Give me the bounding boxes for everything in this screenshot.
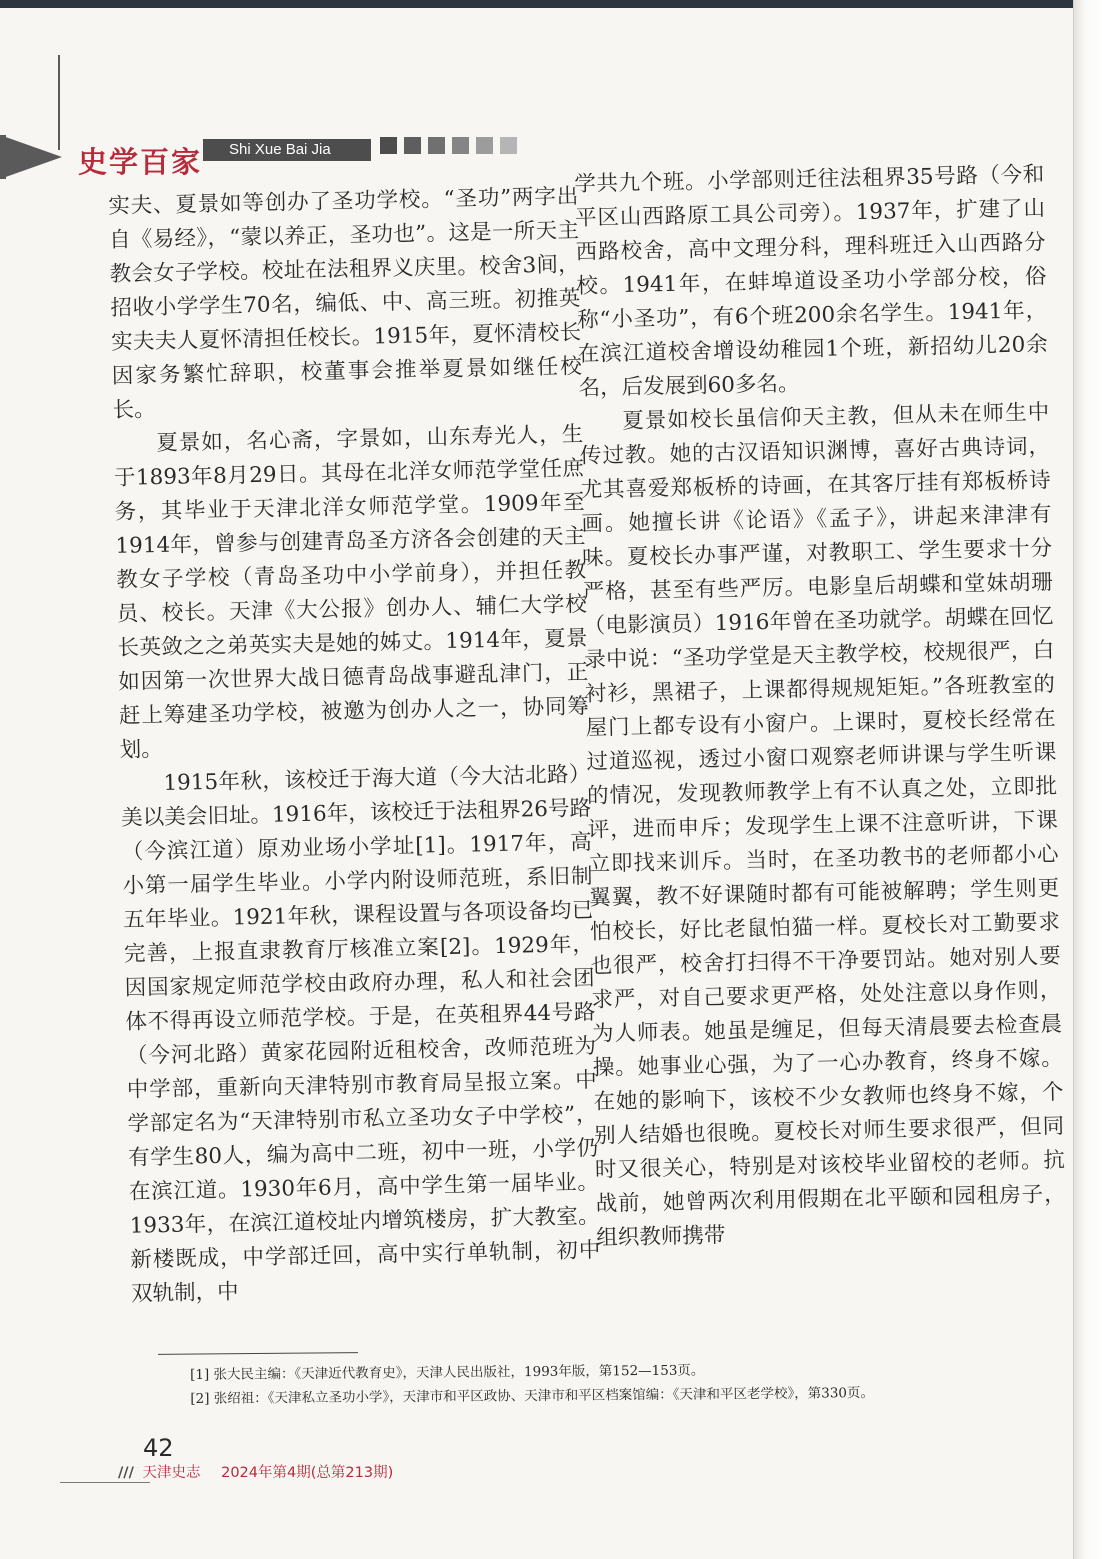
- journal-footer: [118, 1461, 393, 1482]
- paragraph: 夏景如校长虽信仰天主教，但从未在师生中传过教。她的古汉语知识渊博，喜好古典诗词，尤其喜爱郑板桥的诗画，在其客厅挂有郑板桥诗画。她擅长讲《论语》《孟子》，讲起来津津有味。夏校长办事严谨，对教职工、学生要求十分严格，甚至有些严厉。电影皇后胡蝶和堂妹胡珊（电影演员）1916年曾在圣功就学。胡蝶在回忆录中说：“圣功学堂是天主教学校，校规很严，白衬衫，黑裙子，上课都得规规矩矩。”各班教室的屋门上都专设有小窗户。上课时，夏校长经常在过道巡视，透过小窗口观察老师讲课与学生听课的情况，发现教师教学上有不认真之处，立即批评，进而申斥；发现学生上课不注意听讲，下课立即找来训斥。当时，在圣功教书的老师都小心翼翼，教不好课随时都有可能被解聘；学生则更怕校长，好比老鼠怕猫一样。夏校长对工勤要求也很严，校舍打扫得不干净要罚站。她对别人要求严，对自己要求更严格，处处注意以身作则，为人师表。她虽是缠足，但每天清晨要去检查晨操。她事业心强，为了一心办教育，终身不嫁。在她的影响下，该校不少女教师也终身不嫁，个别人结婚也很晚。夏校长对师生要求很严，但同时又很关心，特别是对该校毕业留校的老师。抗战前，她曾两次利用假期在北平颐和园租房子，组织教师携带: [579, 400, 1066, 1251]
- decorative-square: [452, 137, 469, 154]
- scan-top-edge: [0, 0, 1102, 8]
- paragraph: 1915年秋，该校迁于海大道（今大沽北路）美以美会旧址。1916年，该校迁于法租界26号路（今滨江道）原劝业场小学址[1]。1917年，高小第一届学生毕业。小学内附设师范班，系旧制五年毕业。1921年秋，课程设置与各项设备均已完善，上报直隶教育厅核准立案[2]。1929年，因国家规定师范学校由政府办理，私人和社会团体不得再设立师范学校。于是，在英租界44号路（今河北路）黄家花园附近租校舍，改师范班为中学部，重新向天津特别市教育局呈报立案。中学部定名为“天津特别市私立圣功女子中学校”，有学生80人，编为高中二班，初中一班，小学仍在滨江道。1930年6月，高中学生第一届毕业。1933年，在滨江道校址内增筑楼房，扩大教室。新楼既成，中学部迁回，高中实行单轨制，初中双轨制，中: [120, 762, 601, 1307]
- footer-slashes-icon: ///: [118, 1465, 134, 1481]
- journal-name: 天津史志: [142, 1465, 201, 1481]
- decorative-square: [428, 137, 445, 154]
- footnote-2: [2] 张绍祖：《天津私立圣功小学》，天津市和平区政协、天津市和平区档案馆编：《天津和平区老学校》，第330页。: [190, 1385, 875, 1407]
- decorative-square: [404, 137, 421, 154]
- left-text-column: [108, 180, 601, 1312]
- footnote-rule: [158, 1352, 358, 1355]
- footnotes: [190, 1356, 1040, 1411]
- column-title: 史学百家: [78, 145, 203, 179]
- decorative-square: [476, 137, 493, 154]
- right-text-column: [574, 158, 1067, 1256]
- decorative-square: [500, 137, 517, 154]
- paragraph: 实夫、夏景如等创办了圣功学校。“圣功”两字出自《易经》，“蒙以养正，圣功也”。这是一所天主教会女子学校。校址在法租界义庆里。校舍3间，招收小学学生70名，编低、中、高三班。初推英实夫夫人夏怀清担任校长。1915年，夏怀清校长因家务繁忙辞职，校董事会推举夏景如继任校长。: [108, 184, 583, 423]
- issue-info: 2024年第4期(总第213期): [221, 1465, 394, 1481]
- paragraph: 学共九个班。小学部则迁往法租界35号路（今和平区山西路原工具公司旁）。1937年，扩建了山西路校舍，高中文理分科，理科班迁入山西路分校。1941年，在蚌埠道设圣功小学部分校，俗称“小圣功”，有6个班200余名学生。1941年，在滨江道校舍增设幼稚园1个班，新招幼儿20余名，后发展到60多名。: [574, 162, 1049, 401]
- page-number: 42: [143, 1434, 174, 1462]
- paragraph: 夏景如，名心斋，字景如，山东寿光人，生于1893年8月29日。其母在北洋女师范学堂任庶务，其毕业于天津北洋女师范学堂。1909年至1914年，曾参与创建青岛圣方济各会创建的天主教女子学校（青岛圣功中小学前身），并担任教员、校长。天津《大公报》创办人、辅仁大学校长英敛之之弟英实夫是她的姊丈。1914年，夏景如因第一次世界大战日德青岛战事避乱津门，正赶上筹建圣功学校，被邀为创办人之一，协同筹划。: [113, 422, 590, 763]
- book-fold-edge: [1073, 0, 1102, 1559]
- column-subtitle-bar: Shi Xue Bai Jia: [203, 139, 371, 161]
- footnote-1: [1] 张大民主编：《天津近代教育史》，天津人民出版社，1993年版，第152—153页。: [190, 1362, 705, 1383]
- header-arrow-icon: [0, 135, 62, 179]
- decorative-square: [380, 137, 397, 154]
- footer-rule: [60, 1482, 150, 1483]
